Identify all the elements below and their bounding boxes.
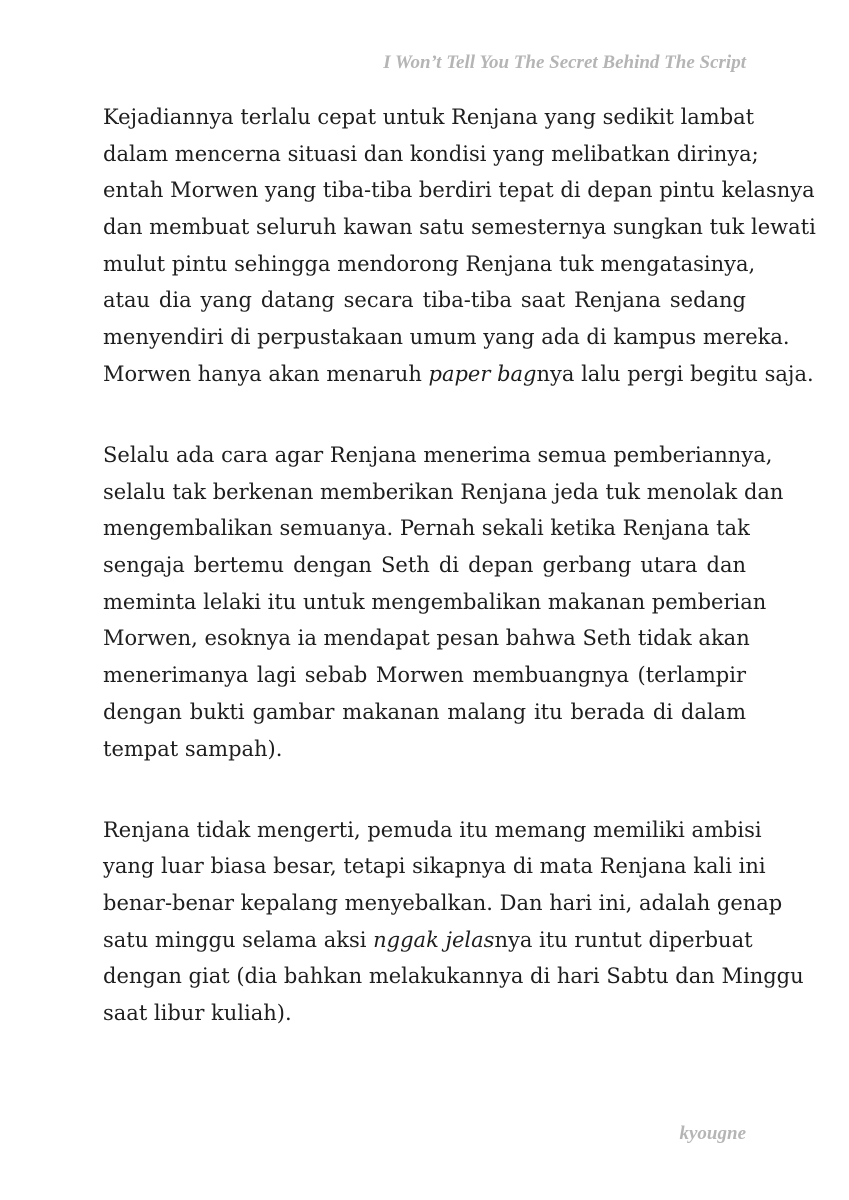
text-line: saat libur kuliah). — [103, 1001, 292, 1026]
text-line: sengaja bertemu dengan Seth di depan gerbang utara dan — [103, 553, 746, 578]
text-line: mengembalikan semuanya. Pernah sekali ketika Renjana tak — [103, 516, 750, 541]
text-line: mulut pintu sehingga mendorong Renjana tuk mengatasinya, — [103, 251, 756, 276]
text-line-with-italic — [103, 356, 814, 393]
text-segment: nya itu runtut diperbuat — [494, 927, 753, 952]
text-line: atau dia yang datang secara tiba-tiba saat Renjana sedang — [103, 288, 746, 313]
author-signature: kyougne — [679, 1123, 746, 1144]
text-line: tempat sampah). — [103, 736, 283, 761]
running-header: I Won’t Tell You The Secret Behind The Script — [383, 52, 746, 73]
italic-term: nggak jelas — [373, 927, 495, 952]
paragraph-gap — [103, 393, 746, 438]
text-line: dengan giat (dia bahkan melakukannya di hari Sabtu dan Minggu — [103, 964, 804, 989]
text-line: meminta lelaki itu untuk mengembalikan makanan pemberian — [103, 589, 767, 614]
text-line: Morwen, esoknya ia mendapat pesan bahwa Seth tidak akan — [103, 626, 750, 651]
paragraph-2 — [103, 437, 784, 767]
text-line: selalu tak berkenan memberikan Renjana jeda tuk menolak dan — [103, 479, 784, 504]
text-segment: satu minggu selama aksi — [103, 927, 374, 952]
text-line: entah Morwen yang tiba-tiba berdiri tepat di depan pintu kelasnya — [103, 178, 815, 203]
text-line: Kejadiannya terlalu cepat untuk Renjana yang sedikit lambat — [103, 105, 755, 129]
text-line: yang luar biasa besar, tetapi sikapnya di mata Renjana kali ini — [103, 854, 766, 879]
text-segment: nya lalu pergi begitu saja. — [536, 361, 814, 386]
text-line: dalam mencerna situasi dan kondisi yang melibatkan dirinya; — [103, 141, 759, 166]
text-line: menyendiri di perpustakaan umum yang ada di kampus mereka. — [103, 325, 790, 350]
paragraph-3 — [103, 812, 804, 1032]
text-segment: Morwen hanya akan menaruh — [103, 361, 429, 386]
page-body — [103, 99, 816, 1032]
text-line: dengan bukti gambar makanan malang itu berada di dalam — [103, 699, 746, 724]
text-line: Selalu ada cara agar Renjana menerima semua pemberiannya, — [103, 443, 773, 467]
text-line: benar-benar kepalang menyebalkan. Dan hari ini, adalah genap — [103, 891, 783, 916]
text-line: Renjana tidak mengerti, pemuda itu memang memiliki ambisi — [103, 817, 762, 842]
italic-term: paper bag — [428, 361, 537, 386]
text-line: dan membuat seluruh kawan satu semesternya sungkan tuk lewati — [103, 215, 816, 240]
text-line: menerimanya lagi sebab Morwen membuangnya (terlampir — [103, 663, 746, 688]
paragraph-1 — [103, 99, 816, 393]
text-line-with-italic — [103, 922, 753, 959]
paragraph-gap — [103, 767, 746, 812]
